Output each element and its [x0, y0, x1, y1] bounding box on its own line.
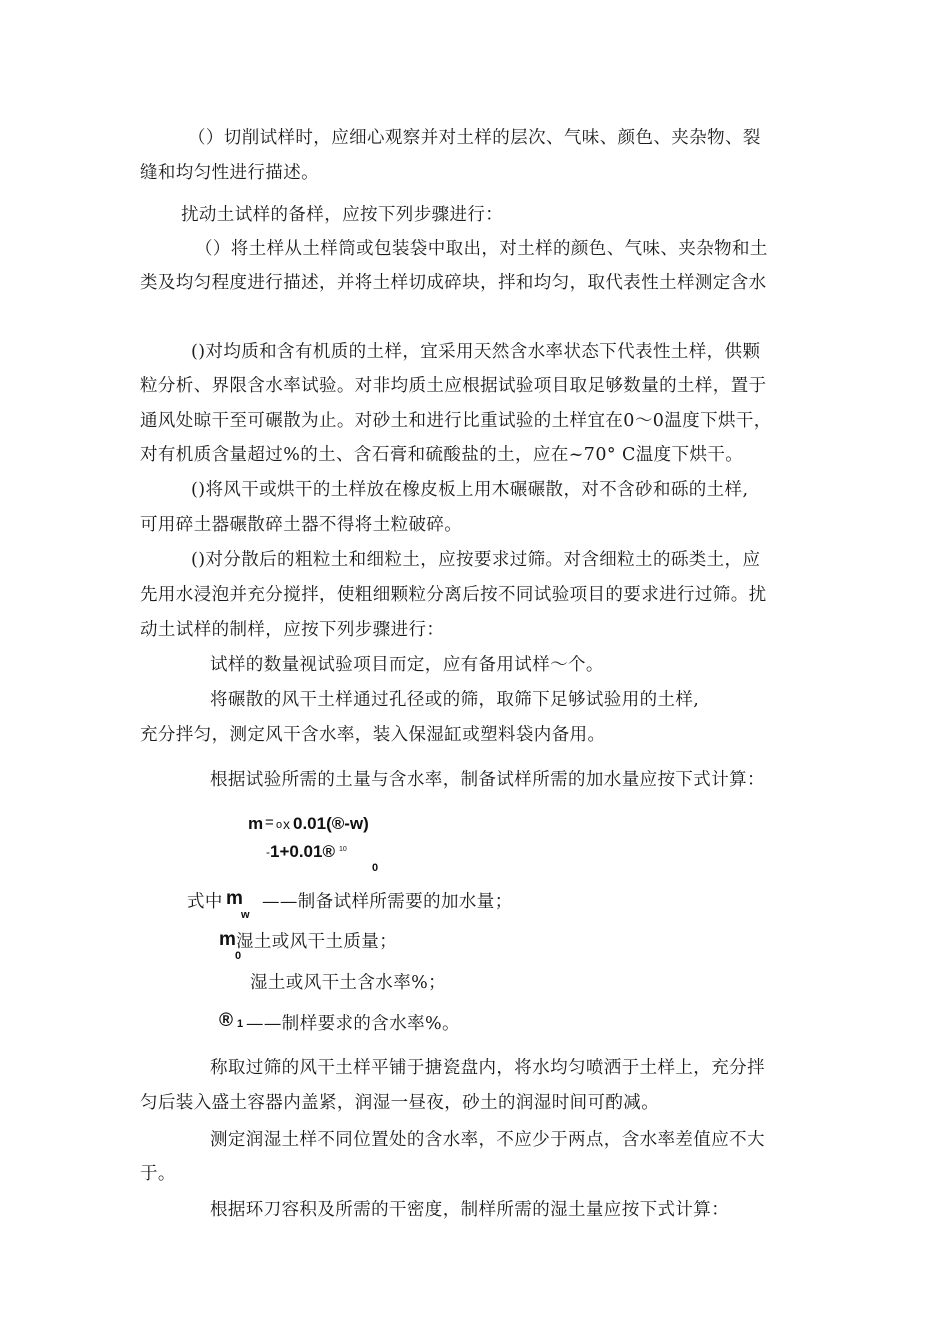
paragraph-4-line-3: 通风处晾干至可碾散为止。对砂土和进行比重试验的土样宜在0〜0温度下烘干， — [140, 411, 772, 431]
definition-3-text: 湿土或风干土含水率%； — [250, 973, 447, 993]
paragraph-3-line-1: （）将土样从土样筒或包装袋中取出，对土样的颜色、气味、夹杂物和土 — [195, 239, 768, 259]
formula-numerator: 0.01(®-w) — [293, 814, 369, 833]
paragraph-8-line-2: 充分拌匀，测定风干含水率，装入保湿缸或塑料袋内备用。 — [140, 725, 606, 745]
paragraph-5-line-1: ()将风干或烘干的土样放在橡皮板上用木碾碾散，对不含砂和砾的土样, — [191, 480, 749, 500]
paragraph-4-line-2: 粒分析、界限含水率试验。对非均质土应根据试验项目取足够数量的土样，置于 — [140, 376, 767, 396]
paragraph-11-line-2: 于。 — [140, 1164, 176, 1184]
paragraph-12: 根据环刀容积及所需的干密度，制样所需的湿土量应按下式计算： — [210, 1200, 730, 1220]
paragraph-1-line-2: 缝和均匀性进行描述。 — [140, 163, 319, 183]
paragraph-10-line-1: 称取过筛的风干土样平铺于搪瓷盘内，将水均匀喷洒于土样上，充分拌 — [210, 1058, 765, 1078]
definition-4-text: ——制样要求的含水率%。 — [246, 1014, 460, 1034]
formula-minus: - — [266, 845, 270, 859]
paragraph-4-line-4: 对有机质含量超过%的土、含石膏和硫酸盐的土，应在~70° C温度下烘干。 — [140, 445, 744, 465]
paragraph-6-line-2: 先用水浸泡并充分搅拌，使粗细颗粒分离后按不同试验项目的要求进行过筛。扰 — [140, 585, 767, 605]
formula-superscript: 10 — [339, 846, 347, 853]
paragraph-1-line-1: （）切削试样时，应细心观察并对土样的层次、气味、颜色、夹杂物、裂 — [188, 128, 761, 148]
definition-2-subscript: 0 — [235, 950, 242, 962]
formula-denominator: 1+0.01® — [270, 842, 335, 861]
definition-1-text: ——制备试样所需要的加水量； — [262, 892, 513, 912]
paragraph-5-line-2: 可用碎土器碾散碎土器不得将土粒破碎。 — [140, 515, 463, 535]
definition-4-subscript: 1 — [237, 1018, 244, 1030]
definition-1-symbol: m — [226, 888, 243, 909]
paragraph-10-line-2: 匀后装入盛土容器内盖紧，润湿一昼夜，砂土的润湿时间可酌减。 — [140, 1093, 660, 1113]
formula-o: o — [276, 819, 283, 831]
paragraph-11-line-1: 测定润湿土样不同位置处的含水率，不应少于两点，含水率差值应不大 — [210, 1130, 765, 1150]
definition-1-subscript: w — [241, 909, 250, 921]
formula-subscript-0: 0 — [372, 862, 379, 874]
formula-x: x — [283, 816, 290, 832]
definition-2-text: 湿土或风干土质量； — [236, 932, 398, 952]
formula-m: m — [248, 814, 264, 833]
paragraph-2: 扰动土试样的备样，应按下列步骤进行： — [181, 205, 504, 225]
definition-4-symbol: ® — [219, 1010, 233, 1031]
paragraph-8-line-1: 将碾散的风干土样通过孔径或的筛，取筛下足够试验用的土样, — [210, 690, 700, 710]
paragraph-4-line-1: ()对均质和含有机质的土样，宜采用天然含水率状态下代表性土样，供颗 — [191, 342, 761, 362]
paragraph-7: 试样的数量视试验项目而定，应有备用试样〜个。 — [210, 655, 604, 675]
definition-2-symbol: m — [219, 929, 236, 950]
paragraph-6-line-1: ()对分散后的粗粒土和细粒土，应按要求过筛。对含细粒土的砾类土，应 — [191, 550, 761, 570]
formula-equals: = — [265, 814, 274, 831]
paragraph-3-line-2: 类及均匀程度进行描述，并将土样切成碎块，拌和均匀，取代表性土样测定含水 — [140, 273, 767, 293]
definition-prefix: 式中 — [187, 892, 223, 912]
paragraph-9: 根据试验所需的土量与含水率，制备试样所需的加水量应按下式计算： — [210, 770, 765, 790]
paragraph-6-line-3: 动土试样的制样，应按下列步骤进行： — [140, 620, 445, 640]
